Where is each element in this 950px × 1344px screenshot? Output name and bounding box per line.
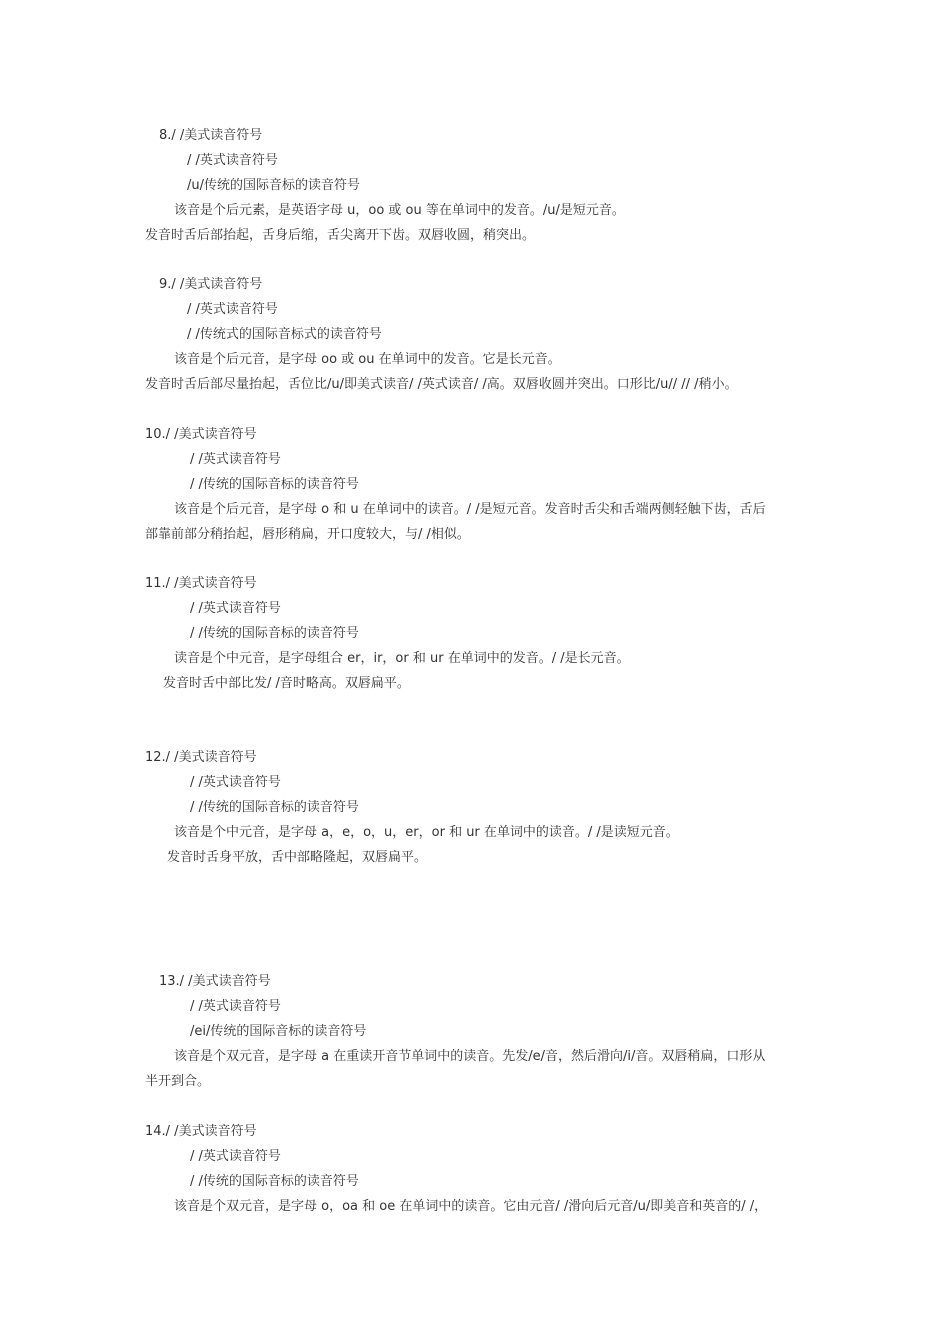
section-9-heading: 9./ /美式读音符号 xyxy=(159,277,263,292)
section-14-heading: 14./ /美式读音符号 xyxy=(145,1124,257,1139)
section-12-british-symbol: / /英式读音符号 xyxy=(190,775,281,790)
section-14-british-symbol: / /英式读音符号 xyxy=(190,1149,281,1164)
section-10-heading: 10./ /美式读音符号 xyxy=(145,427,257,442)
section-8-heading: 8./ /美式读音符号 xyxy=(159,128,263,143)
section-8-articulation: 发音时舌后部抬起，舌身后缩，舌尖离开下齿。双唇收圆，稍突出。 xyxy=(145,228,536,243)
section-10-ipa-symbol: / /传统的国际音标的读音符号 xyxy=(190,477,359,492)
section-10-articulation: 部靠前部分稍抬起，唇形稍扁，开口度较大，与/ /相似。 xyxy=(145,527,470,542)
section-13-description: 该音是个双元音，是字母 a 在重读开音节单词中的读音。先发/e/音，然后滑向/i/音。双唇稍扁，口形从 xyxy=(174,1049,766,1064)
section-8-description: 该音是个后元素，是英语字母 u，oo 或 ou 等在单词中的发音。/u/是短元音。 xyxy=(174,203,625,218)
section-13-description-continued: 半开到合。 xyxy=(145,1074,211,1089)
section-8-ipa-symbol: /u/传统的国际音标的读音符号 xyxy=(187,178,360,193)
section-8-british-symbol: / /英式读音符号 xyxy=(187,153,278,168)
section-9-description: 该音是个后元音，是字母 oo 或 ou 在单词中的发音。它是长元音。 xyxy=(174,352,561,367)
section-9-articulation: 发音时舌后部尽量抬起，舌位比/u/即美式读音/ /英式读音/ /高。双唇收圆并突出。口形比/u// // /稍小。 xyxy=(145,377,738,392)
section-9-british-symbol: / /英式读音符号 xyxy=(187,302,278,317)
section-13-ipa-symbol: /ei/传统的国际音标的读音符号 xyxy=(190,1024,367,1039)
section-9-ipa-symbol: / /传统式的国际音标式的读音符号 xyxy=(187,327,382,342)
section-12-heading: 12./ /美式读音符号 xyxy=(145,750,257,765)
section-14-description: 该音是个双元音，是字母 o，oa 和 oe 在单词中的读音。它由元音/ /滑向后元音/u/即美音和英音的/ /， xyxy=(174,1199,768,1214)
section-11-british-symbol: / /英式读音符号 xyxy=(190,601,281,616)
section-11-articulation: 发音时舌中部比发/ /音时略高。双唇扁平。 xyxy=(163,676,410,691)
section-10-description: 该音是个后元音，是字母 o 和 u 在单词中的读音。/ /是短元音。发音时舌尖和舌端两侧轻触下齿，舌后 xyxy=(174,502,766,517)
section-13-british-symbol: / /英式读音符号 xyxy=(190,999,281,1014)
section-11-description: 读音是个中元音，是字母组合 er，ir，or 和 ur 在单词中的发音。/ /是长元音。 xyxy=(174,651,630,666)
section-11-heading: 11./ /美式读音符号 xyxy=(145,576,257,591)
section-14-ipa-symbol: / /传统的国际音标的读音符号 xyxy=(190,1174,359,1189)
section-12-ipa-symbol: / /传统的国际音标的读音符号 xyxy=(190,800,359,815)
section-13-heading: 13./ /美式读音符号 xyxy=(159,974,271,989)
section-11-ipa-symbol: / /传统的国际音标的读音符号 xyxy=(190,626,359,641)
section-12-description: 该音是个中元音，是字母 a，e，o，u，er，or 和 ur 在单词中的读音。/ /是读短元音。 xyxy=(174,825,679,840)
section-12-articulation: 发音时舌身平放，舌中部略隆起，双唇扁平。 xyxy=(167,850,428,865)
section-10-british-symbol: / /英式读音符号 xyxy=(190,452,281,467)
